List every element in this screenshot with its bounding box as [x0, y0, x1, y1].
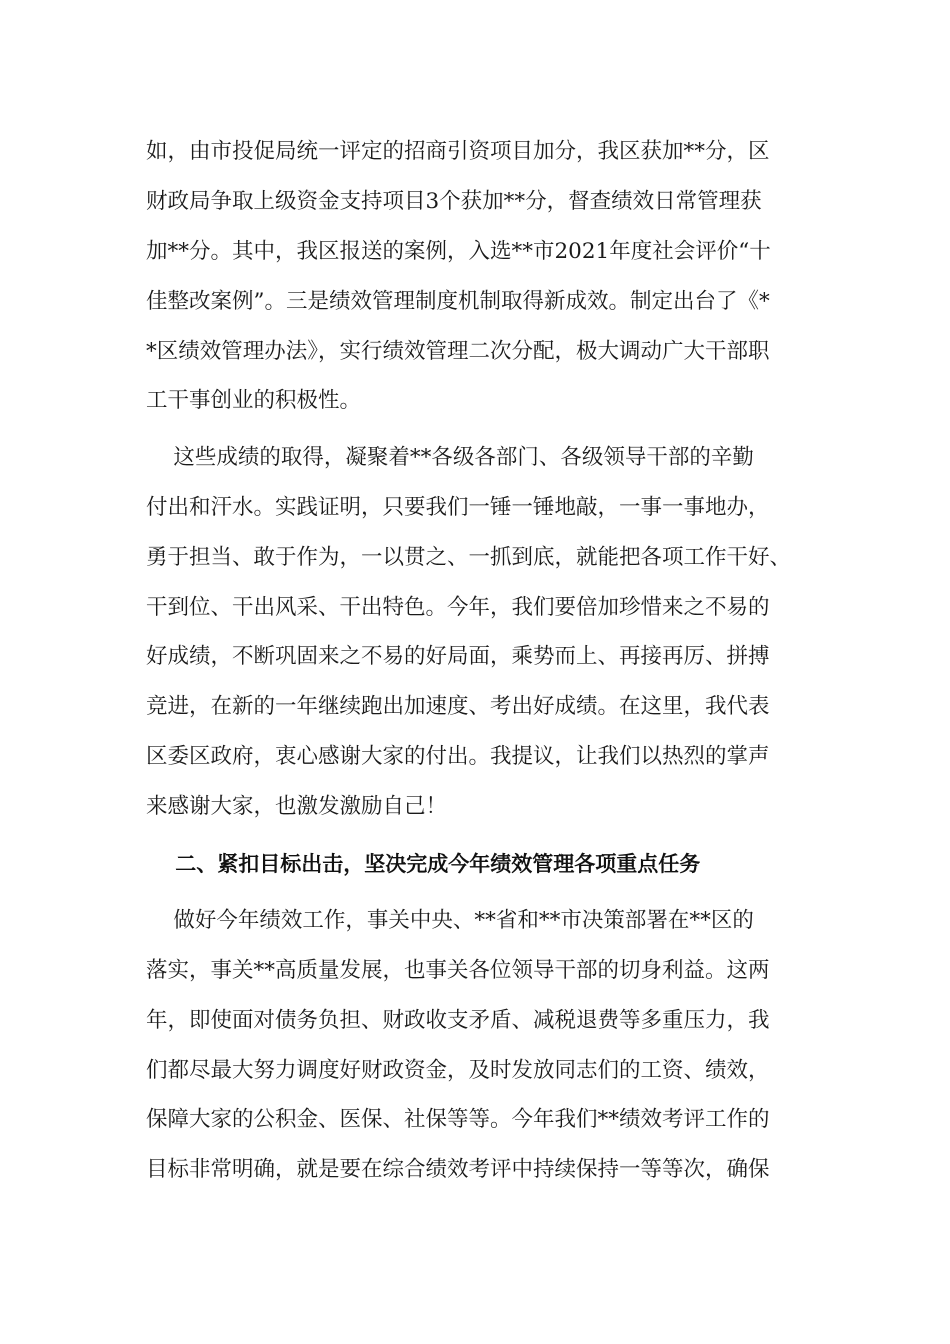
text-line: 目标非常明确，就是要在综合绩效考评中持续保持一等等次，确保 [146, 1157, 770, 1182]
paragraph-first-line: 这些成绩的取得，凝聚着**各级各部门、各级领导干部的辛勤 [146, 445, 754, 470]
text-line: 好成绩，不断巩固来之不易的好局面，乘势而上、再接再厉、拼搏 [146, 644, 770, 669]
text-line: 年，即使面对债务负担、财政收支矛盾、减税退费等多重压力，我 [146, 1008, 770, 1033]
text-line: 勇于担当、敢于作为，一以贯之、一抓到底，就能把各项工作干好、 [146, 545, 792, 570]
text-line: 保障大家的公积金、医保、社保等等。今年我们**绩效考评工作的 [146, 1107, 770, 1132]
text-line: 加**分。其中，我区报送的案例，入选**市2021年度社会评价“十 [146, 239, 771, 264]
text-line: *区绩效管理办法》，实行绩效管理二次分配，极大调动广大干部职 [146, 339, 770, 364]
text-line: 佳整改案例”。三是绩效管理制度机制取得新成效。制定出台了《* [146, 289, 770, 314]
text-line: 来感谢大家，也激发激励自己！ [146, 794, 448, 819]
text-line: 竞进，在新的一年继续跑出加速度、考出好成绩。在这里，我代表 [146, 694, 770, 719]
text-line: 如，由市投促局统一评定的招商引资项目加分，我区获加**分，区 [146, 139, 770, 164]
text-line: 区委区政府，衷心感谢大家的付出。我提议，让我们以热烈的掌声 [146, 744, 770, 769]
text-line: 干到位、干出风采、干出特色。今年，我们要倍加珍惜来之不易的 [146, 595, 770, 620]
text-line: 们都尽最大努力调度好财政资金，及时发放同志们的工资、绩效， [146, 1058, 770, 1083]
text-line: 工干事创业的积极性。 [146, 388, 362, 413]
text-line: 付出和汗水。实践证明，只要我们一锤一锤地敲，一事一事地办， [146, 495, 770, 520]
paragraph-first-line: 做好今年绩效工作，事关中央、**省和**市决策部署在**区的 [146, 908, 754, 933]
section-heading: 二、紧扣目标出击，坚决完成今年绩效管理各项重点任务 [146, 852, 701, 876]
text-line: 财政局争取上级资金支持项目3个获加**分，督查绩效日常管理获 [146, 189, 762, 214]
text-line: 落实，事关**高质量发展，也事关各位领导干部的切身利益。这两 [146, 958, 770, 983]
